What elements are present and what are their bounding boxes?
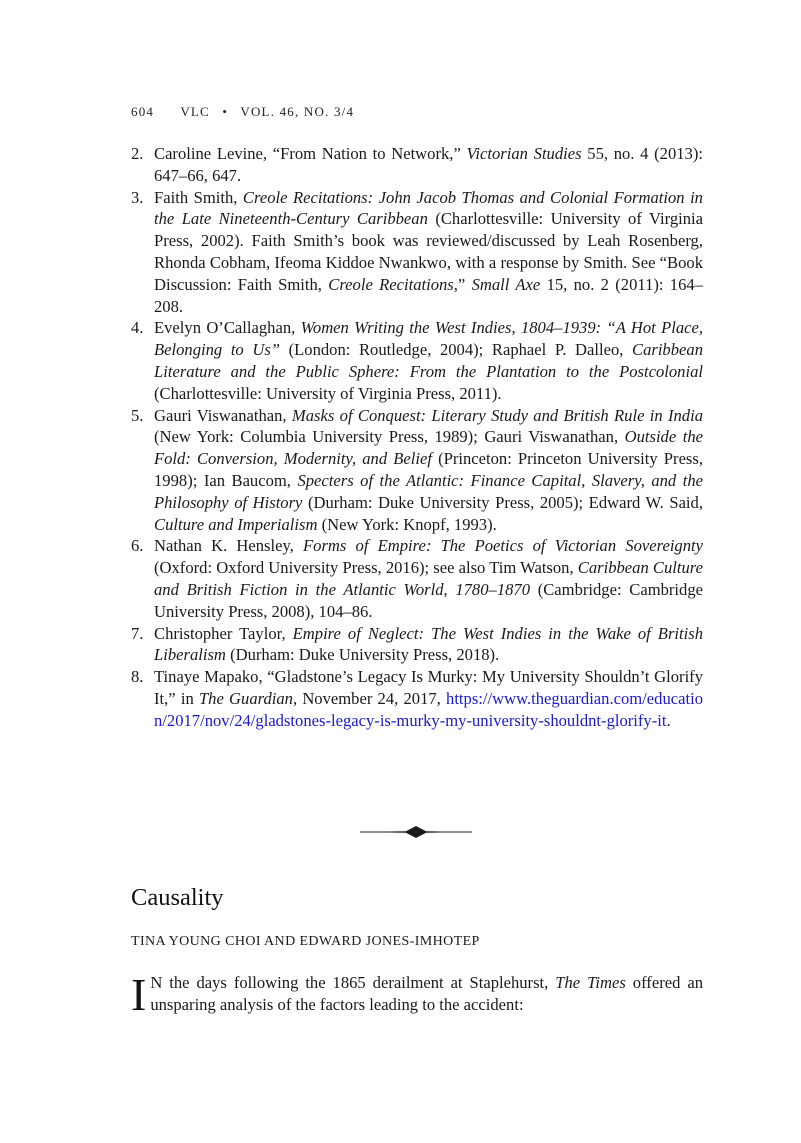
endnote-number: 2.: [131, 144, 144, 163]
endnote: [131, 666, 703, 731]
italic-title: Empire of Neglect: The West Indies in the Wake of British Liberalism: [154, 623, 703, 665]
endnote-number: 8.: [131, 667, 144, 687]
italic-title: The Times: [555, 973, 626, 992]
section-authors: TINA YOUNG CHOI AND EDWARD JONES-IMHOTEP: [131, 934, 480, 949]
text-segment: offered an unsparing analysis of the factors leading to the accident:: [150, 973, 703, 1014]
italic-title: Outside the Fold: Conversion, Modernity, and Belief: [154, 427, 703, 469]
text-segment: Evelyn O’Callaghan,: [154, 318, 301, 338]
text-segment: ,”: [453, 274, 472, 294]
text-segment: (Durham: Duke University Press, 2018).: [225, 645, 500, 665]
text-segment: Nathan K. Hensley,: [154, 536, 304, 556]
italic-title: Creole Recitations: [328, 274, 454, 294]
italic-title: Forms of Empire: The Poetics of Victorian Sovereignty: [303, 536, 703, 556]
volume-issue: VOL. 46, NO. 3/4: [240, 104, 355, 119]
text-segment: Gauri Viswanathan,: [154, 405, 292, 425]
running-head: [131, 104, 354, 120]
text-segment: Caroline Levine, “From Nation to Network,”: [154, 144, 467, 163]
drop-cap: I: [131, 969, 147, 1020]
text-segment: 55, no. 4 (2013): 647–66, 647.: [154, 144, 703, 185]
text-segment: (Durham: Duke University Press, 2005); Edward W. Said,: [302, 492, 703, 512]
italic-title: Culture and Imperialism: [154, 514, 318, 534]
text-segment: , November 24, 2017,: [292, 688, 447, 708]
italic-title: Caribbean Literature and the Public Sphere: From the Plantation to the Postcolonial: [154, 340, 703, 381]
citation-url-link[interactable]: https://www.theguardian.com/education/2017/nov/24/gladstones-legacy-is-murky-my-university-shouldnt-glorify-it: [154, 688, 703, 730]
endnote: [131, 187, 703, 318]
text-segment: (London: Routledge, 2004); Raphael P. Dalleo,: [280, 340, 632, 360]
text-segment: (New York: Knopf, 1993).: [317, 514, 497, 534]
page-number: 604: [131, 104, 155, 119]
text-segment: (Cambridge: Cambridge University Press, 2008), 104–86.: [154, 579, 703, 621]
running-head-bullet: •: [222, 104, 229, 119]
endnote-number: 3.: [131, 187, 144, 207]
endnote-number: 7.: [131, 623, 144, 643]
text-segment: (New York: Columbia University Press, 1989); Gauri Viswanathan,: [154, 427, 625, 447]
text-segment: N the days following the 1865 derailment at Staplehurst,: [150, 973, 556, 992]
text-segment: (Princeton: Princeton University Press, 1998); Ian Baucom,: [154, 449, 703, 490]
italic-title: Masks of Conquest: Literary Study and British Rule in India: [291, 405, 704, 425]
text-segment: (Charlottesville: University of Virginia Press, 2002). Faith Smith’s book was reviewed/discussed by Leah Rosenberg, Rhonda Cobham, Ifeoma Kiddoe Nwankwo, with a response by Smith. See “Book Discussion: Faith Smith,: [154, 209, 704, 294]
endnote-number: 6.: [131, 536, 144, 556]
text-segment: Faith Smith,: [154, 187, 243, 207]
endnote-number: 4.: [131, 318, 144, 338]
italic-title: Victorian Studies: [466, 144, 582, 163]
body-paragraph: [131, 969, 703, 1020]
text-segment: .: [666, 710, 671, 730]
italic-title: The Guardian: [198, 688, 293, 708]
endnote-number: 5.: [131, 405, 144, 425]
endnote: [131, 535, 703, 622]
italic-title: Specters of the Atlantic: Finance Capital, Slavery, and the Philosophy of History: [154, 470, 703, 512]
italic-title: Creole Recitations: John Jacob Thomas and Colonial Formation in the Late Nineteenth-Century Caribbean: [154, 187, 703, 229]
text-segment: (Oxford: Oxford University Press, 2016); see also Tim Watson,: [154, 558, 578, 578]
endnote: [131, 623, 703, 667]
journal-abbrev: VLC: [180, 104, 210, 119]
endnote: [131, 405, 703, 536]
diamond-rule-ornament-icon: [360, 825, 472, 839]
italic-title: Small Axe: [471, 274, 541, 294]
italic-title: Caribbean Culture and British Fiction in the Atlantic World, 1780–1870: [154, 558, 704, 599]
text-segment: 15, no. 2 (2011): 164–208.: [154, 274, 703, 316]
section-title: Causality: [131, 884, 224, 911]
endnotes-list: [131, 143, 703, 732]
text-segment: Tinaye Mapako, “Gladstone’s Legacy Is Murky: My University Shouldn’t Glorify It,” in: [154, 667, 703, 708]
text-segment: (Charlottesville: University of Virginia Press, 2011).: [154, 383, 502, 403]
italic-title: Women Writing the West Indies, 1804–1939: “A Hot Place, Belonging to Us”: [154, 318, 704, 360]
endnote: [131, 143, 703, 187]
endnote: [131, 317, 703, 404]
text-segment: Christopher Taylor,: [154, 623, 293, 643]
